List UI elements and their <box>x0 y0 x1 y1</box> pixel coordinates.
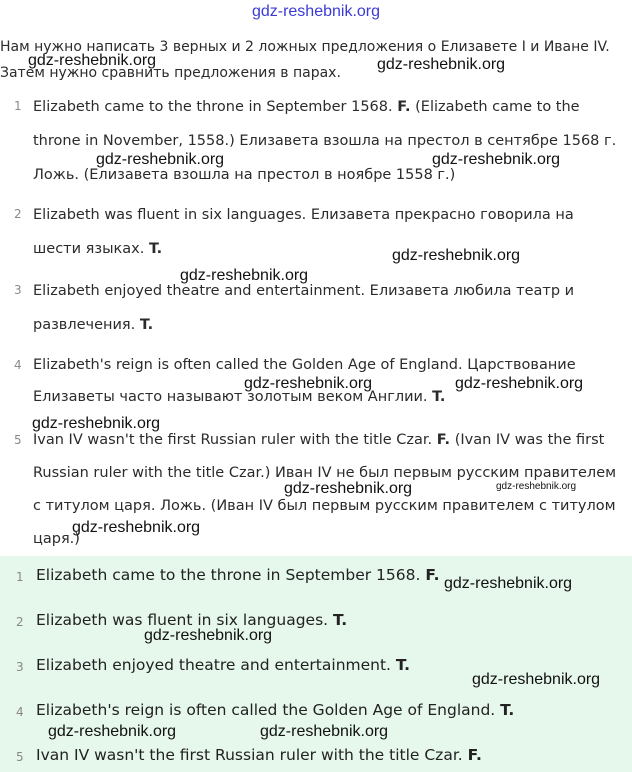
watermark-text: gdz-reshebnik.org <box>180 267 309 284</box>
answer-number: 3 <box>16 660 24 674</box>
item-number: 2 <box>14 207 22 221</box>
answer-number: 5 <box>16 750 24 764</box>
watermark-text: gdz-reshebnik.org <box>472 671 601 688</box>
answer-text: Elizabeth was fluent in six languages. T. <box>36 611 348 629</box>
watermark-text: gdz-reshebnik.org <box>496 481 577 492</box>
watermark-text: gdz-reshebnik.org <box>455 375 584 392</box>
watermark-text: gdz-reshebnik.org <box>32 415 161 432</box>
item-number: 1 <box>14 99 22 113</box>
watermark-text: gdz-reshebnik.org <box>144 627 273 644</box>
item-text: Elizabeth was fluent in six languages. Елизавета прекрасно говорила на шести языках. T. <box>33 207 574 257</box>
watermark-text: gdz-reshebnik.org <box>260 723 389 740</box>
watermark-text: gdz-reshebnik.org <box>72 519 201 536</box>
watermark-text: gdz-reshebnik.org <box>244 375 373 392</box>
watermark-text: gdz-reshebnik.org <box>432 151 561 168</box>
item-number: 4 <box>14 358 22 372</box>
item-text: Ivan IV wasn't the first Russian ruler with the title Czar. F. (Ivan IV was the first Russian ruler with the title Czar.) Иван IV не был первым русским правителем с титулом царя. Ложь. (Иван IV был первым русским правителем с титулом царя.) <box>33 432 617 547</box>
answer-number: 4 <box>16 705 24 719</box>
answer-number: 1 <box>16 570 24 584</box>
item-text: Elizabeth's reign is often called the Golden Age of England. Царствование Елизаветы часто называют золотым веком Англии. T. <box>33 357 576 405</box>
item-text: Elizabeth came to the throne in September 1568. F. (Elizabeth came to the throne in November, 1558.) Елизавета взошла на престол в сентябре 1568 г. Ложь. (Елизавета взошла на престол в ноябре 1558 г.) <box>33 99 617 183</box>
answer-text: Elizabeth's reign is often called the Golden Age of England. T. <box>36 701 515 719</box>
task-intro: Нам нужно написать 3 верных и 2 ложных предложения о Елизавете I и Иване IV. Затем нужно сравнить предложения в парах. <box>0 39 610 81</box>
item-number: 3 <box>14 283 22 297</box>
site-watermark-header[interactable]: gdz-reshebnik.org <box>251 3 381 20</box>
watermark-text: gdz-reshebnik.org <box>444 575 573 592</box>
watermark-text: gdz-reshebnik.org <box>48 723 177 740</box>
answer-text: Ivan IV wasn't the first Russian ruler with the title Czar. F. <box>36 746 482 764</box>
watermark-text: gdz-reshebnik.org <box>28 52 157 69</box>
watermark-text: gdz-reshebnik.org <box>96 151 225 168</box>
answer-text: Elizabeth came to the throne in September 1568. F. <box>36 566 440 584</box>
item-number: 5 <box>14 433 22 447</box>
item-text: Elizabeth enjoyed theatre and entertainment. Елизавета любила театр и развлечения. T. <box>33 283 575 333</box>
answer-number: 2 <box>16 615 24 629</box>
watermark-text: gdz-reshebnik.org <box>284 480 413 497</box>
watermark-text: gdz-reshebnik.org <box>377 56 506 73</box>
answer-text: Elizabeth enjoyed theatre and entertainment. T. <box>36 656 411 674</box>
watermark-text: gdz-reshebnik.org <box>392 247 521 264</box>
